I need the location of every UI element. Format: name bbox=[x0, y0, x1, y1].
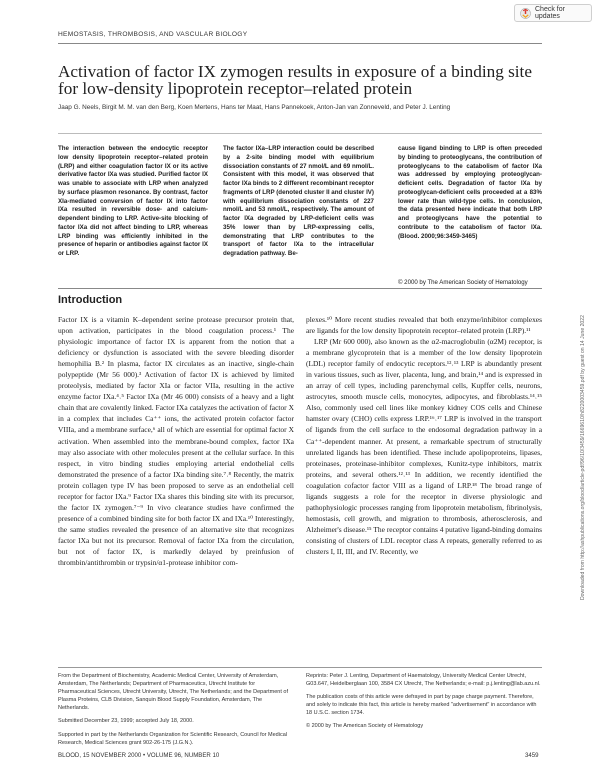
footnotes-left bbox=[58, 672, 294, 752]
title-line-2: for low-density lipoprotein receptor–related protein bbox=[58, 79, 413, 98]
journal-citation: BLOOD, 15 NOVEMBER 2000 • VOLUME 96, NUMBER 10 bbox=[58, 752, 220, 759]
abstract-column-2: The factor IXa–LRP interaction could be described by a 2-site binding model with equilibrium dissociation constants of 27 nmol/L and 69 nmol/L. Consistent with this model, it was observed that factor IXa binds to 2 different recombinant receptor fragments of LRP (denoted cluster II and cluster IV) with equilibrium dissociation constants of 227 nmol/L and 53 nmol/L, respectively. The amount of factor IXa degraded by LRP-deficient cells was 35% lower than by LRP-expressing cells, demonstrating that LRP contributes to the transport of factor IXa to the intracellular degradation pathway. Be- bbox=[223, 145, 374, 257]
funding-note: Supported in part by the Netherlands Organization for Scientific Research, Council for Medical Research, Medical Sciences grant 902-26-175 (J.G.N.). bbox=[58, 731, 287, 746]
intro-paragraph: LRP (Mr 600 000), also known as the α2-macroglobulin (α2M) receptor, is a membrane glycoprotein that is a member of the low density lipoprotein (LDL) receptor family of endocytic receptors.¹²˒¹³ LRP is abundantly present in various tissues, such as liver, placenta, lung, and brain,¹⁴ and is expressed in an array of cell types, including parenchymal cells, Kupffer cells, neurons, astrocytes, smooth muscle cells, monocytes, adipocytes, and fibroblasts.¹⁴˒¹⁵ Also, commonly used cell lines like monkey kidney COS cells and Chinese hamster ovary (CHO) cells express LRP.¹⁶˒¹⁷ LRP is involved in the transport of ligands from the cell surface to the endosomal degradation pathway in a Ca⁺⁺-dependent manner. At present, a remarkable spectrum of structurally unrelated ligands has been identified. These include apolipoproteins, lipases, proteinases, proteinase-inhibitor complexes, Kunitz-type inhibitors, matrix proteins, and several others.¹²˒¹³ In addition, we recently identified the coagulation cofactor factor VIII as a ligand of LRP.¹⁸ The broad range of ligands suggests a role for the receptor in diverse physiologic and pathophysiologic processes ranging from lipoprotein metabolism, fibrinolysis, hemostasis, cell growth, and migration to thrombosis, atherosclerosis, and Alzheimer's disease.¹⁵ The receptor contains 4 putative ligand-binding domains consisting of clusters of LDL receptor class A repeats, generally referred to as clusters I, II, III, and IV. Recently, we bbox=[306, 337, 542, 556]
section-heading-introduction: Introduction bbox=[58, 294, 123, 306]
check-updates-label: Check for updates bbox=[535, 6, 565, 20]
check-for-updates-button[interactable] bbox=[514, 4, 592, 22]
intro-paragraph: Factor IX is a vitamin K–dependent serine protease precursor protein that, upon activation, participates in the blood coagulation process.¹ The physiologic importance of factor IX is apparent from the notion that a deficiency or dysfunction is associated with the severe bleeding disorder hemophilia B.² In plasma, factor IX circulates as an inactive, single-chain polypeptide (Mr 56 000).³ Activation of factor IX is achieved by limited proteolysis, mediated by factor XIa or factor VIIa, resulting in the active enzyme factor IXa.⁴˒⁵ Factor IXa (Mr 46 000) consists of a heavy and a light chain that are covalently linked. Factor IXa catalyzes the activation of factor X in a complex that includes Ca⁺⁺ ions, the activated protein cofactor factor VIIIa, and a membrane surface,⁶ all of which are essential for optimal factor X activation. When assembled into the membrane-bound complex, factor IXa may also associate with other molecules present at the cellular surface. In this respect, in vitro binding studies employing arterial endothelial cells demonstrated the presence of a factor IXa binding site.⁷˒⁸ Recently, the matrix protein collagen type IV has been proposed to serve as an endothelial cell receptor for factor IXa.⁹ Factor IXa shares this binding site with its precursor, the factor IX zymogen.⁷⁻⁹ In vivo clearance studies have confirmed the presence of a combined binding site for both factor IX and IXa.¹⁰ Interestingly, the same studies revealed the presence of an alternative site that recognizes factor IXa but not its precursor. Removal of factor IXa from the circulation, but not of factor IX, is markedly delayed by preinfusion of thrombin/antithrombin or trypsin/α1-protease inhibitor com- bbox=[58, 315, 294, 568]
author-list: Jaap G. Neels, Birgit M. M. van den Berg, Koen Mertens, Hans ter Maat, Hans Pannekoek, Anton-Jan van Zonneveld, and Peter J. Lenting bbox=[58, 104, 451, 111]
abstract-copyright: © 2000 by The American Society of Hematology bbox=[398, 279, 528, 286]
intro-paragraph: plexes.¹⁰ More recent studies revealed that both enzyme/inhibitor complexes are ligands for the low density lipoprotein receptor–related protein (LRP).¹¹ bbox=[306, 315, 542, 336]
abstract-column-1: The interaction between the endocytic receptor low density lipoprotein receptor–related protein (LRP) and either coagulation factor IX or its active derivative factor IXa was studied. Purified factor IX was unable to associate with LRP when analyzed by surface plasmon resonance. By contrast, factor XIa-mediated conversion of factor IX into factor IXa resulted in reversible dose- and calcium-dependent binding to LRP. Active-site blocking of factor IXa did not affect binding to LRP, whereas LRP binding was efficiently inhibited in the presence of heparin or antibodies against factor IX or LRP. bbox=[58, 145, 208, 257]
article-title bbox=[58, 63, 542, 97]
journal-section: HEMOSTASIS, THROMBOSIS, AND VASCULAR BIOLOGY bbox=[58, 31, 248, 38]
page-charges-note: The publication costs of this article were defrayed in part by page charge payment. Therefore, and solely to indicate this fact, this article is hereby marked "advertisement" in accordance with 18 U.S.C. section 1734. bbox=[306, 694, 537, 717]
page-number: 3459 bbox=[525, 752, 539, 759]
body-column-left bbox=[58, 314, 294, 568]
submission-dates: Submitted December 23, 1999; accepted July 18, 2000. bbox=[58, 718, 194, 725]
download-note-text: Downloaded from http://ashpublications.org/blood/article-pdf/96/10/3459/1669610/h8220003459.pdf by guest on 14 June 2022 bbox=[580, 315, 586, 600]
footnote-copyright: © 2000 by The American Society of Hematology bbox=[306, 723, 424, 730]
abstract-rule-top bbox=[58, 133, 542, 134]
affiliations-note: From the Department of Biochemistry, Academic Medical Center, University of Amsterdam, Amsterdam, The Netherlands; Department of Pharmaceutics, Utrecht Institute for Pharmaceutical Sciences, Utrecht University, Utrecht, The Netherlands; and the Department of Plasma Proteins, CLB Division, Sanquin Blood Supply Foundation, Amsterdam, The Netherlands. bbox=[58, 673, 288, 712]
abstract-column-3: cause ligand binding to LRP is often preceded by binding to proteoglycans, the contribution of proteoglycans to the catabolism of factor IXa was addressed by employing proteoglycan-deficient cells. Degradation of factor IXa by proteoglycan-deficient cells proceeded at a 83% lower rate than wild-type cells. In conclusion, the data presented here indicate that both LRP and proteoglycans have the potential to contribute to the catabolism of factor IXa. (Blood. 2000;96:3459-3465) bbox=[398, 145, 542, 240]
footnote-rule bbox=[58, 667, 542, 668]
header-rule bbox=[58, 43, 542, 44]
intro-rule bbox=[58, 288, 542, 289]
footnotes-right bbox=[306, 672, 542, 736]
update-badge-icon bbox=[520, 8, 531, 19]
reprints-note: Reprints: Peter J. Lenting, Department of Haematology, University Medical Center Utrecht, G03.647, Heidelberglaan 100, 3584 CX Utrecht, The Netherlands; e-mail: p.j.lenting@lab.azu.nl. bbox=[306, 673, 541, 688]
download-watermark bbox=[573, 150, 586, 600]
body-column-right bbox=[306, 314, 542, 557]
title-line-1: Activation of factor IX zymogen results in exposure of a binding site bbox=[58, 62, 532, 81]
